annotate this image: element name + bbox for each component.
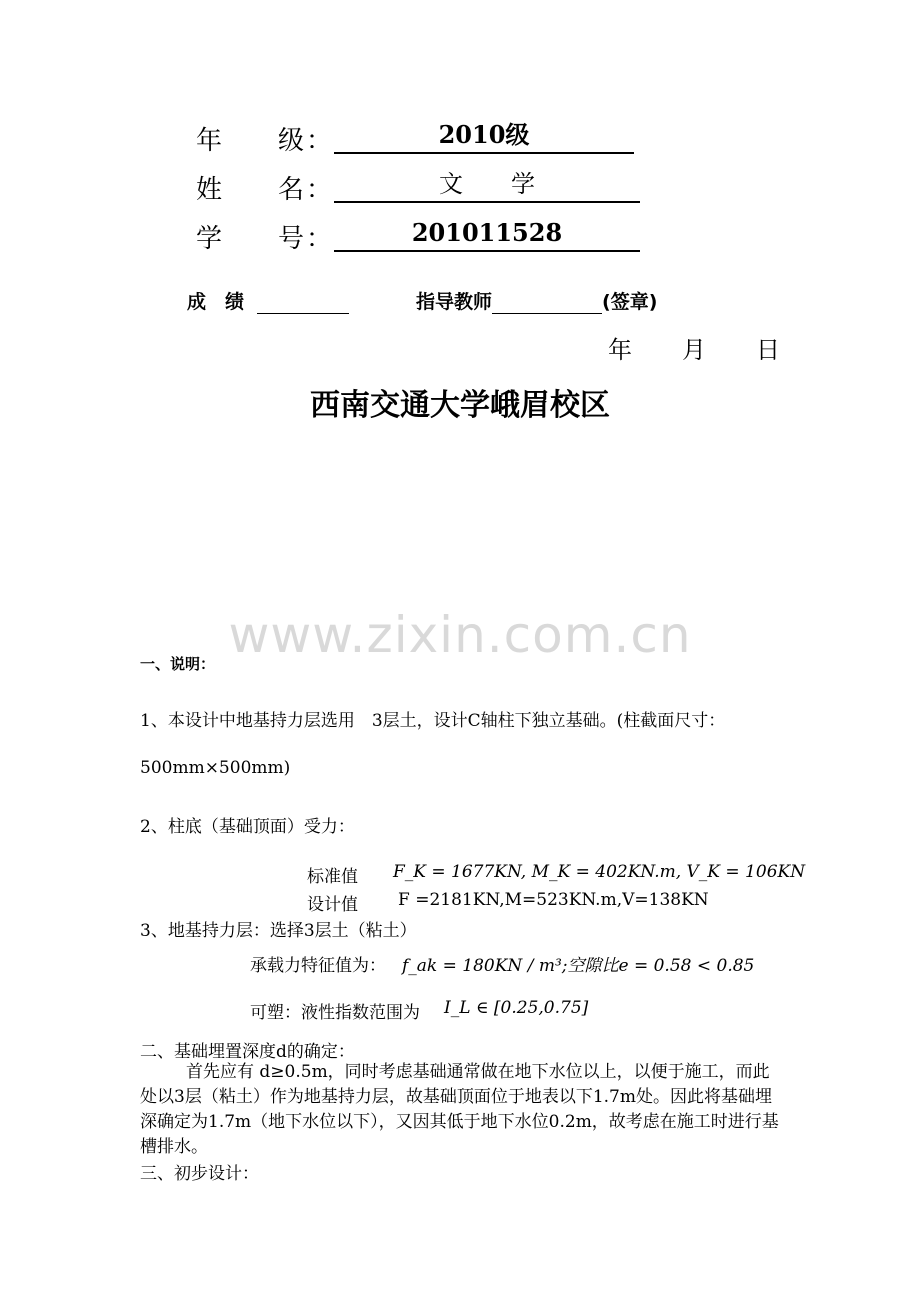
capacity-label: 承载力特征值为： — [250, 956, 386, 976]
plastic-formula: I_L ∈ [0.25,0.75] — [444, 998, 589, 1018]
capacity-formula: f_ak = 180KN / m³;空隙比e = 0.58 < 0.85 — [402, 956, 755, 976]
school-title: 西南交通大学峨眉校区 — [310, 388, 610, 423]
section-2-paragraph: 首先应有 d≥0.5m，同时考虑基础通常做在地下水位以上，以便于施工，而此处以3层（粘土）作为地基持力层，故基础顶面位于地表以下1.7m处。因此将基础埋深确定为1.7m（地下水位以下），又因其低于地下水位0.2m，故考虑在施工时进行基槽排水。 — [140, 1062, 779, 1157]
grade-label: 年 级： — [196, 126, 335, 156]
advisor-blank[interactable] — [492, 293, 602, 314]
date-month: 月 — [682, 336, 706, 364]
date-year: 年 — [608, 336, 632, 364]
section-3-heading: 三、初步设计： — [140, 1164, 259, 1184]
date-row — [608, 330, 780, 365]
student-id-value: 201011528 — [411, 218, 563, 247]
grade-field[interactable] — [334, 118, 634, 154]
advisor-row — [416, 287, 657, 314]
watermark: www.zixin.com.cn — [228, 606, 692, 664]
section-1-heading: 一、说明： — [140, 655, 216, 673]
standard-value-label: 标准值 — [307, 867, 358, 887]
score-blank[interactable] — [257, 293, 349, 314]
standard-value-formula: F_K = 1677KN, M_K = 402KN.m, V_K = 106KN — [393, 862, 806, 882]
name-value: 文 学 — [439, 170, 535, 198]
student-id-field[interactable] — [334, 216, 640, 252]
grade-value: 2010级 — [438, 120, 530, 149]
section-1-item-3: 3、地基持力层：选择3层土（粘土） — [140, 921, 417, 941]
design-value-formula: F =2181KN,M=523KN.m,V=138KN — [398, 890, 709, 910]
name-field[interactable] — [334, 167, 640, 203]
section-1-item-1-line-a: 1、本设计中地基持力层选用 3层土，设计C轴柱下独立基础。(柱截面尺寸： — [140, 711, 726, 731]
score-row — [187, 287, 349, 314]
section-1-item-2: 2、柱底（基础顶面）受力： — [140, 817, 355, 837]
section-1-item-1-line-b: 500mm×500mm) — [140, 758, 291, 778]
advisor-label: 指导教师 — [416, 291, 493, 313]
score-label: 成 绩 — [187, 291, 245, 313]
signature-label: (签章) — [602, 291, 658, 313]
student-id-label: 学 号： — [196, 224, 335, 254]
design-value-label: 设计值 — [307, 895, 358, 915]
date-day: 日 — [756, 336, 780, 364]
plastic-label: 可塑：液性指数范围为 — [250, 1003, 420, 1023]
section-2-heading: 二、基础埋置深度d的确定： — [140, 1042, 355, 1062]
name-label: 姓 名： — [196, 175, 335, 205]
